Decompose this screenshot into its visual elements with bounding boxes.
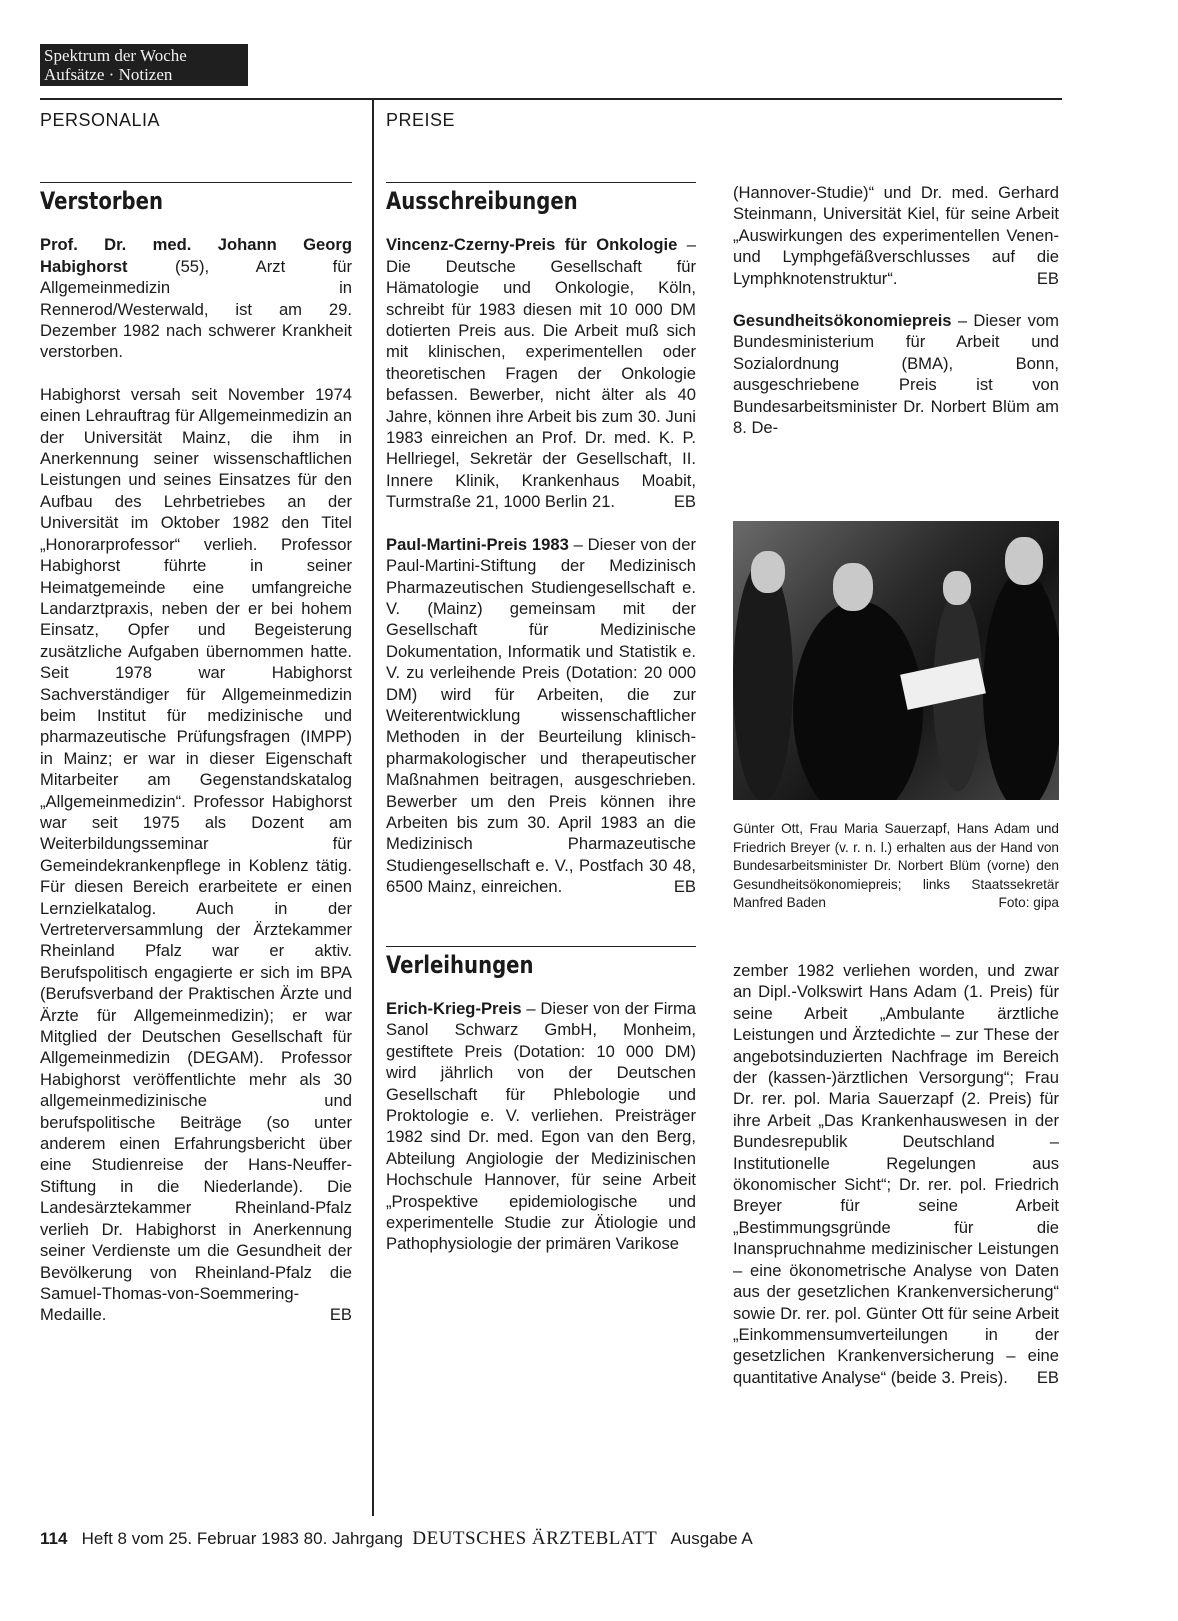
section-label-personalia: PERSONALIA [40, 110, 161, 130]
journal-name: DEUTSCHES ÄRZTEBLATT [412, 1528, 658, 1549]
article-martini: Paul-Martini-Preis 1983 – Dieser von der Paul-Martini-Stiftung der Medizinisch Pharmazeutischen Studiengesellschaft e. V. (Mainz) gemeinsam mit der Gesellschaft für Medizinische Dokumentation, Informatik und Statistik e. V. zu verleihende Preis (Dotation: 20 000 DM) wird für Arbeiten, die zur Weiterentwicklung wissenschaftlicher Methoden in der Beurteilung klinisch-pharmakologischer und therapeutischer Maßnahmen beitragen, ausgeschrieben. Bewerber um den Preis können ihre Arbeiten bis zum 30. April 1983 an die Medizinisch Pharmazeutische Studiengesellschaft e. V., Postfach 30 48, 6500 Mainz, einreichen. EB [386, 534, 696, 897]
heading-verleihungen: Verleihungen [386, 950, 534, 979]
author-sign: EB [673, 877, 696, 897]
heading-rule [386, 182, 696, 183]
article-gesundheit: Gesundheitsökonomiepreis – Dieser vom Bundesministerium für Arbeit und Sozialordnung (BMA), Bonn, ausgeschriebene Preis ist von Bundesarbeitsminister Dr. Norbert Blüm am 8. De- [733, 311, 1059, 438]
section-label-preise: PREISE [386, 110, 456, 130]
issue-info: Heft 8 vom 25. Februar 1983 80. Jahrgang [81, 1529, 403, 1548]
article-gesundheit-cont: zember 1982 verliehen worden, und zwar an Dipl.-Volkswirt Hans Adam (1. Preis) für seine Arbeit „Ambulante ärztliche Leistungen und Ärztedichte – zur These der angebotsinduzierten Nachfrage im Bereich der (kassen-)ärztlichen Versorgung“; Frau Dr. rer. pol. Maria Sauerzapf (2. Preis) für ihre Arbeit „Das Krankenhauswesen in der Bundesrepublik Deutschland – Institutionelle Regelungen aus ökonomischer Sicht“; Dr. rer. pol. Friedrich Breyer für seine Arbeit „Bestimmungsgründe für die Inanspruchnahme medizinischer Leistungen – eine ökonometrische Analyse von Daten aus der gesetzlichen Krankenversicherung“ sowie Dr. rer. pol. Günter Ott für seine Arbeit „Einkommensumverteilungen in der gesetzlichen Krankenversicherung – eine quantitative Analyse“ (beide 3. Preis). EB [733, 961, 1059, 1387]
badge-line-2: Aufsätze · Notizen [44, 65, 173, 84]
photo-credit: Foto: gipa [998, 895, 1059, 911]
column-personalia [40, 182, 352, 1326]
article-krieg: Erich-Krieg-Preis – Dieser von der Firma Sanol Schwarz GmbH, Monheim, gestiftete Preis (Dotation: 10 000 DM) wird jährlich von der Deutschen Gesellschaft für Phlebologie und Proktologie e. V. verliehen. Preisträger 1982 sind Dr. med. Egon van den Berg, Abteilung Angiologie der Medizinischen Hochschule Hannover, für seine Arbeit „Prospektive epidemiologische und experimentelle Studie zur Ätiologie und Pathophysiologie der primären Varikose [386, 999, 696, 1254]
obituary-intro: Prof. Dr. med. Johann Georg Habighorst (55), Arzt für Allgemeinmedizin in Rennerod/Westerwald, ist am 29. Dezember 1982 nach schwerer Krankheit verstorben. [40, 235, 352, 362]
article-czerny: Vincenz-Czerny-Preis für Onkologie – Die Deutsche Gesellschaft für Hämatologie und Onkologie, Köln, schreibt für 1983 diesen mit 10 000 DM dotierten Preis aus. Die Arbeit muß sich mit klinischen, experimentellen oder theoretischen Fragen der Onkologie befassen. Bewerber, nicht älter als 40 Jahre, können ihre Arbeit bis zum 30. Juni 1983 einreichen an Prof. Dr. med. K. P. Hellriegel, Sekretär der Gesellschaft, II. Innere Klinik, Krankenhaus Moabit, Turmstraße 21, 1000 Berlin 21. EB [386, 235, 696, 512]
badge-line-1: Spektrum der Woche [44, 46, 187, 65]
author-sign: EB [673, 492, 696, 512]
author-sign: EB [329, 1305, 352, 1325]
award-photo [733, 521, 1059, 800]
section-badge [40, 44, 248, 86]
author-sign: EB [1036, 268, 1059, 288]
photo-caption: Günter Ott, Frau Maria Sauerzapf, Hans Adam und Friedrich Breyer (v. r. n. l.) erhalten aus der Hand von Bundesarbeitsminister Dr. Norbert Blüm (vorne) den Gesundheitsökonomiepreis; links Staatssekretär Manfred Baden Foto: gipa [733, 820, 1059, 913]
top-rule [40, 98, 1062, 100]
article-krieg-cont: (Hannover-Studie)“ und Dr. med. Gerhard Steinmann, Universität Kiel, für seine Arbeit „Auswirkungen des experimentellen Venen- und Lymphgefäßverschlusses auf die Lymphknotenstruktur“. EB [733, 183, 1059, 288]
page-number: 114 [40, 1529, 68, 1548]
column-preise-right [733, 182, 1059, 438]
obituary-body: Habighorst versah seit November 1974 einen Lehrauftrag für Allgemeinmedizin an der Universität Mainz, die ihm in Anerkennung seiner wissenschaftlichen Leistungen und seines Einsatzes für den Aufbau des Lehrbetriebes an der Universität im Oktober 1982 den Titel „Honorarprofessor“ verlieh. Professor Habighorst führte in seiner Heimatgemeinde eine umfangreiche Landarztpraxis, neben der er bei hohem Einsatz, Opfer und Begeisterung zusätzliche Aufgaben übernommen hatte. Seit 1978 war Habighorst Sachverständiger für Allgemeinmedizin beim Institut für medizinische und pharmazeutische Prüfungsfragen (IMPP) in Mainz; er war in dieser Eigenschaft Mitarbeiter am Gegenstandskatalog „Allgemeinmedizin“. Professor Habighorst war seit 1975 als Dozent am Weiterbildungsseminar für Gemeindekrankenpflege in Koblenz tätig. Für diesen Bereich erarbeitete er einen Lernzielkatalog. Auch in der Vertreterversammlung der Ärztekammer Rheinland Pfalz war er aktiv. Berufspolitisch engagierte er sich im BPA (Berufsverband der Praktischen Ärzte und Ärzte für Allgemeinmedizin); er war Mitglied der Deutschen Gesellschaft für Allgemeinmedizin (DEGAM). Professor Habighorst veröffentlichte mehr als 30 allgemeinmedizinische und berufspolitische Beiträge (so unter anderem einen Erfahrungsbericht über eine Studienreise der Hans-Neuffer-Stiftung in die Niederlande). Die Landesärztekammer Rheinland-Pfalz verlieh Dr. Habighorst in Anerkennung seiner Verdienste um die Gesundheit der Bevölkerung von Rheinland-Pfalz die Samuel-Thomas-von-Soemmering-Medaille. EB [40, 384, 352, 1325]
heading-rule [40, 182, 352, 183]
column-preise-left [386, 182, 696, 1255]
page-footer [40, 1528, 753, 1550]
column-divider [372, 98, 374, 1516]
column-preise-right-lower [733, 960, 1059, 1388]
obituary-name: Prof. Dr. med. Johann Georg Habighorst [40, 235, 352, 276]
author-sign: EB [1036, 1367, 1059, 1387]
heading-ausschreibungen: Ausschreibungen [386, 187, 578, 215]
heading-rule [386, 946, 696, 947]
edition: Ausgabe A [670, 1529, 753, 1548]
heading-verstorben: Verstorben [40, 187, 163, 215]
